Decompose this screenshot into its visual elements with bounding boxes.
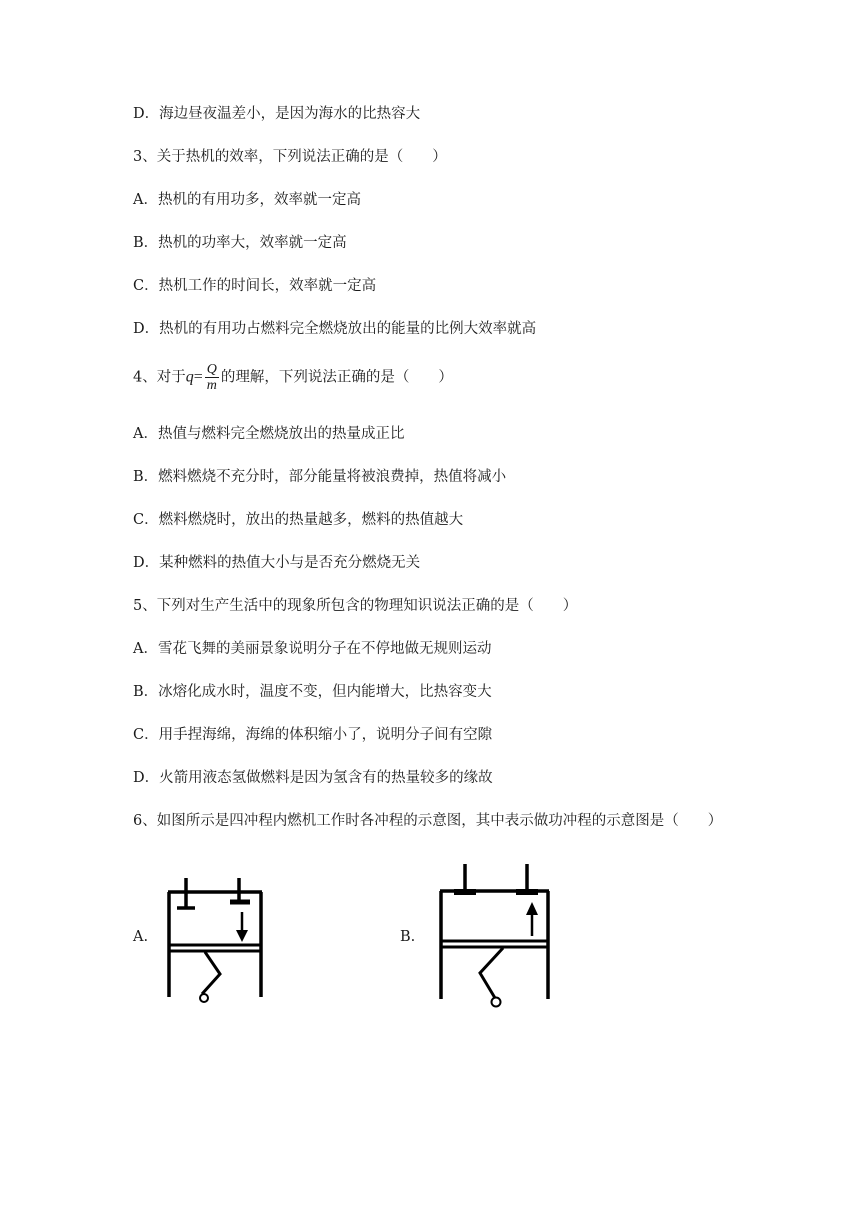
- q4-option-c: C．燃料燃烧时，放出的热量越多，燃料的热值越大: [133, 512, 464, 528]
- q5-option-a: A．雪花飞舞的美丽景象说明分子在不停地做无规则运动: [133, 641, 492, 657]
- q5-stem: 5、下列对生产生活中的现象所包含的物理知识说法正确的是（ ）: [133, 598, 578, 614]
- q3-option-c: C．热机工作的时间长，效率就一定高: [133, 278, 377, 294]
- q4-numerator: Q: [206, 362, 217, 377]
- q4-stem: [133, 362, 453, 393]
- q4-option-d: D．某种燃料的热值大小与是否充分燃烧无关: [133, 555, 421, 571]
- q5-option-d: D．火箭用液态氢做燃料是因为氢含有的热量较多的缘故: [133, 770, 493, 786]
- q5-option-c: C．用手捏海绵，海绵的体积缩小了，说明分子间有空隙: [133, 727, 493, 743]
- q6-stem: 6、如图所示是四冲程内燃机工作时各冲程的示意图，其中表示做功冲程的示意图是（ ）: [133, 813, 723, 829]
- q6-option-a-label: A.: [133, 929, 149, 945]
- connecting-rod: [202, 952, 220, 994]
- q4-option-a: A．热值与燃料完全燃烧放出的热量成正比: [133, 426, 405, 442]
- q3-stem: 3、关于热机的效率，下列说法正确的是（ ）: [133, 149, 447, 165]
- q6-option-b-label: B.: [400, 929, 416, 945]
- connecting-rod: [480, 948, 503, 998]
- arrow-up-icon: [526, 902, 538, 915]
- arrow-down-icon: [236, 930, 248, 942]
- q3-option-d: D．热机的有用功占燃料完全燃烧放出的能量的比例大效率就高: [133, 321, 537, 337]
- q4-denominator: m: [206, 378, 217, 393]
- q4-var-q: q: [185, 368, 194, 386]
- q4-option-b: B．燃料燃烧不充分时，部分能量将被浪费掉，热值将减小: [133, 469, 507, 485]
- q3-option-a: A．热机的有用功多，效率就一定高: [133, 192, 361, 208]
- q5-option-b: B．冰熔化成水时，温度不变，但内能增大，比热容变大: [133, 684, 492, 700]
- q4-fraction: [205, 362, 219, 393]
- crankshaft: [492, 998, 501, 1007]
- q4-equals: =: [193, 368, 203, 386]
- crankshaft: [200, 994, 208, 1002]
- q4-suffix: 的理解，下列说法正确的是（ ）: [220, 369, 453, 386]
- q2-option-d: D．海边昼夜温差小，是因为海水的比热容大: [133, 106, 421, 122]
- q4-prefix: 4、对于: [133, 369, 186, 386]
- q3-option-b: B．热机的功率大，效率就一定高: [133, 235, 347, 251]
- engine-diagram-a: [160, 872, 270, 1007]
- engine-diagram-b: [434, 860, 554, 1012]
